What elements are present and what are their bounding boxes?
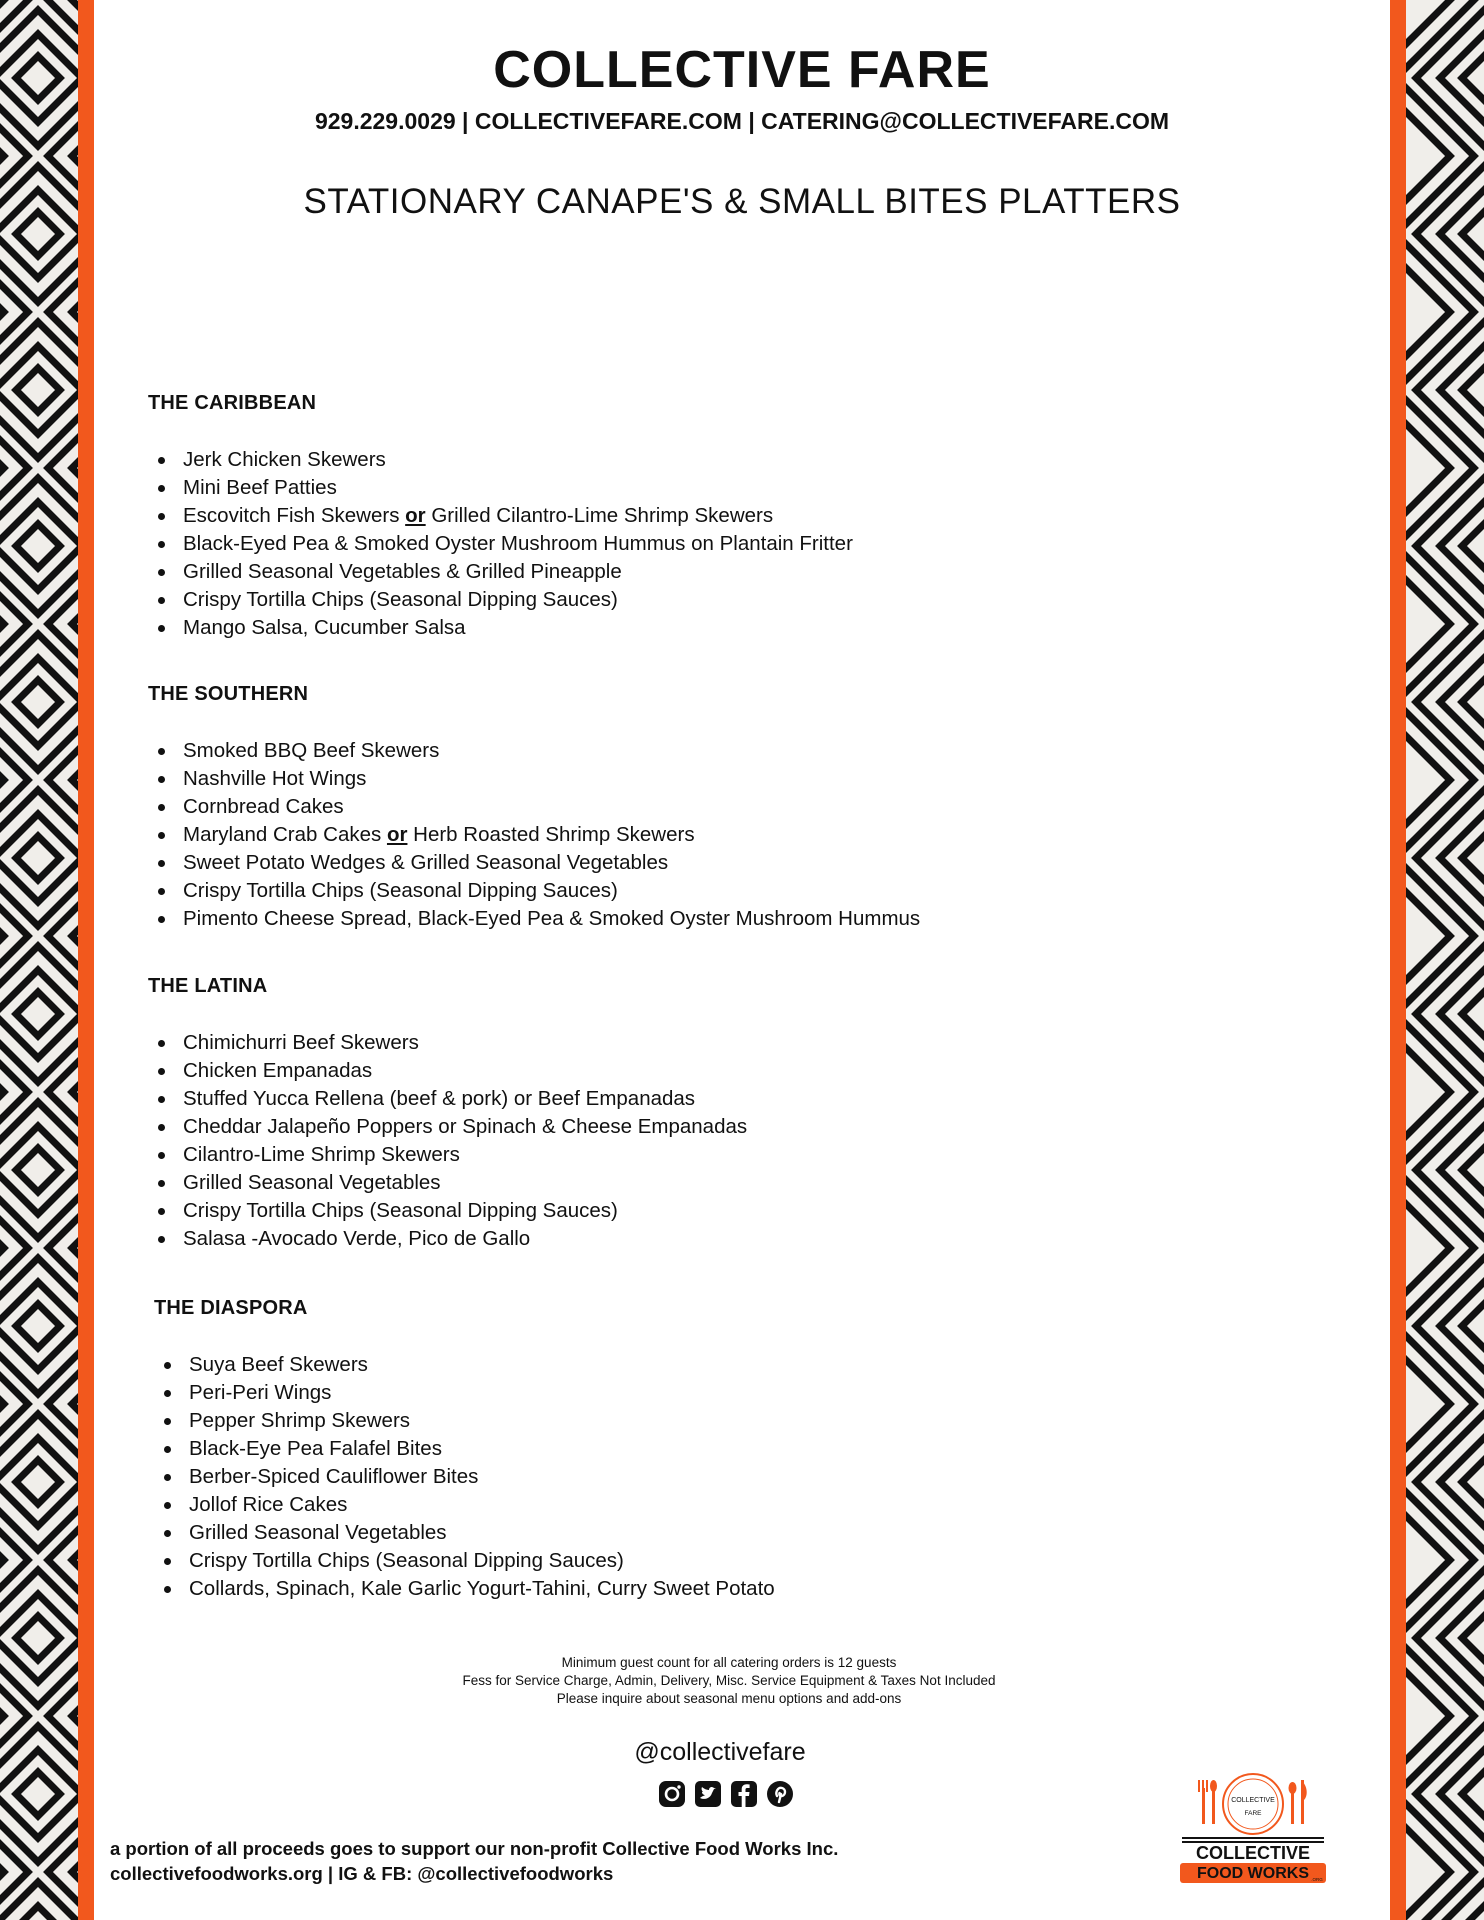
menu-subtitle: STATIONARY CANAPE'S & SMALL BITES PLATTERS xyxy=(303,182,1181,221)
list-item: Chimichurri Beef Skewers xyxy=(148,1029,1148,1057)
catering-notes xyxy=(94,1654,1364,1708)
list-item: Stuffed Yucca Rellena (beef & pork) or Beef Empanadas xyxy=(148,1085,1148,1113)
section-caribbean xyxy=(148,390,1148,642)
list-item: Crispy Tortilla Chips (Seasonal Dipping Sauces) xyxy=(148,1197,1148,1225)
list-item: Mango Salsa, Cucumber Salsa xyxy=(148,614,1148,642)
right-orange-stripe xyxy=(1390,0,1406,1920)
twitter-icon[interactable] xyxy=(694,1780,722,1808)
item-list xyxy=(148,446,1148,642)
list-item: Pepper Shrimp Skewers xyxy=(154,1407,1154,1435)
list-item: Escovitch Fish Skewers or Grilled Cilantro-Lime Shrimp Skewers xyxy=(148,502,1148,530)
list-item: Peri-Peri Wings xyxy=(154,1379,1154,1407)
list-item: Cilantro-Lime Shrimp Skewers xyxy=(148,1141,1148,1169)
list-item: Grilled Seasonal Vegetables & Grilled Pineapple xyxy=(148,558,1148,586)
list-item: Collards, Spinach, Kale Garlic Yogurt-Tahini, Curry Sweet Potato xyxy=(154,1575,1154,1603)
list-item: Sweet Potato Wedges & Grilled Seasonal Vegetables xyxy=(148,849,1148,877)
list-item: Nashville Hot Wings xyxy=(148,765,1148,793)
note-line: Fess for Service Charge, Admin, Delivery, Misc. Service Equipment & Taxes Not Included xyxy=(462,1673,996,1688)
left-orange-stripe xyxy=(78,0,94,1920)
item-list xyxy=(148,737,1148,933)
list-item: Black-Eyed Pea & Smoked Oyster Mushroom Hummus on Plantain Fritter xyxy=(148,530,1148,558)
list-item: Crispy Tortilla Chips (Seasonal Dipping Sauces) xyxy=(148,877,1148,905)
pinterest-icon[interactable] xyxy=(766,1780,794,1808)
note-line: Please inquire about seasonal menu options and add-ons xyxy=(556,1691,902,1706)
list-item: Chicken Empanadas xyxy=(148,1057,1148,1085)
list-item: Berber-Spiced Cauliflower Bites xyxy=(154,1463,1154,1491)
menu-page xyxy=(94,0,1390,1920)
collective-food-works-logo xyxy=(1174,1766,1332,1886)
list-item: Crispy Tortilla Chips (Seasonal Dipping Sauces) xyxy=(148,586,1148,614)
footer-text xyxy=(110,1836,838,1886)
page-title: COLLECTIVE FARE xyxy=(493,41,991,99)
list-item: Suya Beef Skewers xyxy=(154,1351,1154,1379)
instagram-icon[interactable] xyxy=(658,1780,686,1808)
item-list xyxy=(154,1351,1154,1603)
social-handle[interactable]: @collectivefare xyxy=(634,1738,806,1766)
logo-suffix: .ORG xyxy=(1311,1877,1323,1882)
list-item: Grilled Seasonal Vegetables xyxy=(148,1169,1148,1197)
footer-line-1: a portion of all proceeds goes to support our non-profit Collective Food Works Inc. xyxy=(110,1838,839,1859)
note-line: Minimum guest count for all catering orders is 12 guests xyxy=(561,1655,897,1670)
footer-line-2: collectivefoodworks.org | IG & FB: @collectivefoodworks xyxy=(110,1863,614,1884)
section-southern xyxy=(148,681,1148,933)
list-item: Cheddar Jalapeño Poppers or Spinach & Cheese Empanadas xyxy=(148,1113,1148,1141)
section-title: THE DIASPORA xyxy=(154,1297,308,1319)
left-chevron-pattern xyxy=(0,0,78,1920)
list-item: Mini Beef Patties xyxy=(148,474,1148,502)
section-title: THE LATINA xyxy=(148,975,268,997)
list-item: Black-Eye Pea Falafel Bites xyxy=(154,1435,1154,1463)
section-diaspora xyxy=(154,1295,1154,1603)
list-item: Salasa -Avocado Verde, Pico de Gallo xyxy=(148,1225,1148,1253)
section-title: THE CARIBBEAN xyxy=(148,392,317,414)
section-title: THE SOUTHERN xyxy=(148,683,309,705)
right-chevron-pattern xyxy=(1406,0,1484,1920)
list-item: Crispy Tortilla Chips (Seasonal Dipping Sauces) xyxy=(154,1547,1154,1575)
logo-text-top: COLLECTIVE xyxy=(1231,1797,1275,1804)
list-item: Maryland Crab Cakes or Herb Roasted Shrimp Skewers xyxy=(148,821,1148,849)
contact-line: 929.229.0029 | COLLECTIVEFARE.COM | CATERING@COLLECTIVEFARE.COM xyxy=(314,108,1170,134)
logo-name-line2: FOOD WORKS xyxy=(1197,1865,1309,1882)
list-item: Jerk Chicken Skewers xyxy=(148,446,1148,474)
facebook-icon[interactable] xyxy=(730,1780,758,1808)
social-icons xyxy=(658,1780,794,1808)
item-list xyxy=(148,1029,1148,1253)
list-item: Grilled Seasonal Vegetables xyxy=(154,1519,1154,1547)
section-latina xyxy=(148,973,1148,1253)
list-item: Cornbread Cakes xyxy=(148,793,1148,821)
logo-name-line1: COLLECTIVE xyxy=(1195,1843,1311,1863)
list-item: Jollof Rice Cakes xyxy=(154,1491,1154,1519)
list-item: Smoked BBQ Beef Skewers xyxy=(148,737,1148,765)
logo-text-bottom: FARE xyxy=(1244,1810,1262,1817)
list-item: Pimento Cheese Spread, Black-Eyed Pea & Smoked Oyster Mushroom Hummus xyxy=(148,905,1148,933)
